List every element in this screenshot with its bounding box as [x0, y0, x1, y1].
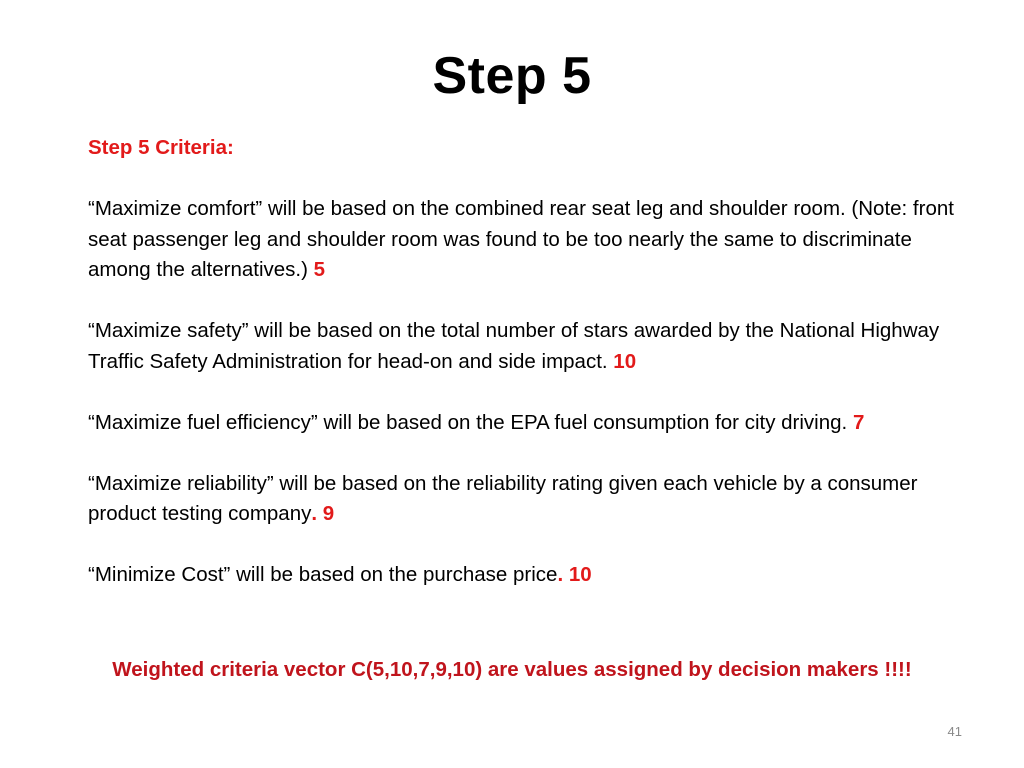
criterion-reliability: [88, 469, 968, 530]
spacer: [88, 377, 968, 408]
criterion-cost: [88, 560, 968, 591]
criterion-safety: [88, 316, 968, 377]
criterion-weight: 10: [613, 349, 637, 373]
slide-body: [88, 133, 968, 591]
slide-title: Step 5: [432, 47, 592, 105]
criterion-weight: 5: [313, 258, 326, 281]
criterion-text: “Maximize comfort” will be based on the combined rear seat leg and shoulder room. (Note: front seat passenger leg and shoulder room was found to be too nearly the same to discriminate among the alternatives.): [88, 197, 954, 281]
spacer: [88, 286, 968, 317]
spacer: [88, 438, 968, 469]
criterion-weight: 7: [852, 410, 865, 434]
spacer: [88, 164, 968, 195]
criterion-fuel-efficiency: [88, 408, 968, 439]
weighted-criteria-summary: Weighted criteria vector C(5,10,7,9,10) are values assigned by decision makers !!!!: [112, 658, 912, 681]
criteria-heading: Step 5 Criteria:: [88, 136, 234, 159]
page-number: 41: [947, 724, 962, 739]
spacer: [88, 530, 968, 561]
criterion-weight: . 9: [311, 502, 335, 525]
criterion-text: “Minimize Cost” will be based on the purchase price: [88, 563, 558, 586]
criterion-text: “Maximize reliability” will be based on the reliability rating given each vehicle by a consumer product testing company: [88, 471, 918, 525]
criterion-text: “Maximize fuel efficiency” will be based on the EPA fuel consumption for city driving.: [88, 410, 853, 434]
criterion-weight: . 10: [557, 563, 592, 586]
criterion-comfort: [88, 194, 968, 286]
criterion-text: “Maximize safety” will be based on the total number of stars awarded by the National Highway Traffic Safety Administration for head-on and side impact.: [88, 319, 940, 373]
